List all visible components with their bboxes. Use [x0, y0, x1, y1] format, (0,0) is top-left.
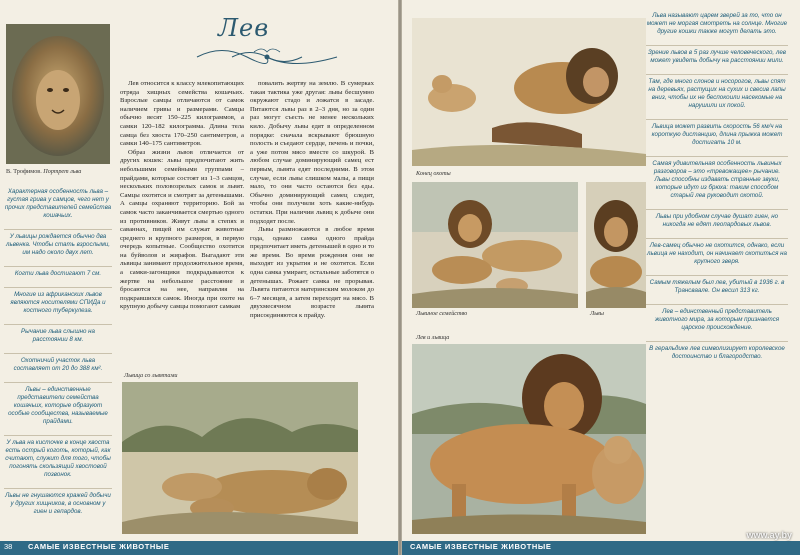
sidebar-note: Львица может развить скорость 56 км/ч на короткую дистанцию, длина прыжка может достигать 10 м. [646, 119, 788, 147]
lions-image [586, 182, 646, 308]
right-page [402, 0, 800, 555]
body-column-1 [120, 80, 244, 312]
sidebar-note: У льва на кисточке в конце хвоста есть острый коготь, который, как считают, служит для того, чтобы погонять скользящий хвостовой позвонок. [4, 435, 112, 479]
sidebar-note: Зрение львов в 5 раз лучше человеческого, лев может увидеть добычу на расстоянии мили. [646, 45, 788, 65]
sidebar-note: В геральдике лев символизирует королевское достоинство и благородство. [646, 341, 788, 361]
lioness-cubs-caption: Львица со львятами [124, 372, 178, 379]
body-paragraph: повалить жертву на землю. В сумерках такая тактика уже другая: львы бесшумно окружают стадо и ложатся в засаде. Питаются львы раз в 2–3 дня, но за один раз могут съесть не менее нескольких кило. Добычу львы едят в определенном порядке: сначала вскрывают брюшную полость и съедают сердце, печень и почки, а уже потом мясо вместе со шкурой. В любом случае доминирующий самец ест первым, львята едят последними. В этом случае, если львы слишком малы, а пищи мало, то они часто остаются без еды. Обычно доминирующий самец следит, чтобы они получили хоть какие-нибудь остатки. При наличии львиц к добыче они подходят после. [250, 80, 374, 225]
sidebar-note: Львы – единственные представители семейства кошачьих, которые образуют особые сообщества, называемые прайдами. [4, 382, 112, 426]
left-page-number: 38 [4, 542, 13, 551]
sidebar-note: Когти льва достигают 7 см. [4, 266, 112, 278]
sidebar-note: Охотничий участок льва составляет от 20 до 388 км². [4, 353, 112, 373]
lion-portrait-image [6, 24, 110, 164]
lions-caption: Львы [590, 310, 604, 317]
sidebar-note: Львы не гнушаются кражей добычи у других хищников, в основном у гиен и гепардов. [4, 488, 112, 516]
body-paragraph: Львы размножаются в любое время года, однако самка одного прайда предпочитает иметь детенышей в одно и то же время. Во время рождения они не выходят из укрытия и не охотятся. Если одна самка умирает, остальные заботятся о детенышах. Рожает самка не прорывая. Львята питаются материнским молоком до 6–7 месяцев, а затем переходят на мясо. В двухмесячном возрасте львята присоединяются к прайду. [250, 226, 374, 320]
body-paragraph: Образ жизни львов отличается от других кошек: львы предпочитают жить небольшими семейными группами – прайдами, которые состоят из 1–3 самцов, нескольких половозрелых самок и львят. Самцы охотятся и смотрят за детенышами. А самцы охраняют территорию. Бой за самок часто заканчивается смертью одного из противников. Живут львы в степях и саваннах, пищей им служат животные среднего и крупного размеров, в первую очередь копытные. Сообщество охотится на буйволов и жирафов. Выгадают эти львицы занимают продолжительное время, а самки-загонщики подкрадываются к жертве на небольшое расстояние и бросаются на нее, направляя на подкравшихся самок. Иногда при охоте на крупную добычу самцы помогают самкам [120, 148, 244, 311]
portrait-caption [6, 168, 81, 175]
lion-lioness-caption: Лев и львица [416, 334, 450, 341]
page-title: Лев [218, 14, 270, 42]
watermark-logo: www.ay.by [746, 530, 792, 540]
lion-and-lioness-image [412, 344, 646, 534]
left-page [0, 0, 398, 555]
sidebar-note: Лев – единственный представитель животного мира, за которым признается царское происхождение. [646, 304, 788, 332]
body-paragraph: Лев относится к классу млекопитающих отряда хищных семейства кошачьих. Взрослые самцы отличаются от самок наличием гривы и размерами. Самцы обычно весят 150–225 килограммов, а самки 120–182 килограмма. Длина тела самца без хвоста 170–250 сантиметров, а самки 140–175 сантиметров. [120, 80, 244, 148]
sidebar-note: У львицы рождается обычно два львенка. Чтобы стать взрослыми, им надо около двух лет. [4, 229, 112, 257]
end-of-hunt-image [412, 18, 646, 166]
right-footer-title: САМЫЕ ИЗВЕСТНЫЕ ЖИВОТНЫЕ [410, 542, 552, 551]
right-sidebar-notes [646, 12, 788, 370]
sidebar-note: Характерная особенность льва – густая грива у самцов, чего нет у прочих представителей семейства кошачьих. [4, 188, 112, 219]
title-ornament-icon [192, 44, 342, 70]
sidebar-note: Многие из африканских львов являются носителями СПИДа и костного туберкулеза. [4, 287, 112, 315]
sidebar-note: Самым тяжелым был лев, убитый в 1936 г. в Трансваале. Он весил 313 кг. [646, 275, 788, 295]
sidebar-note: Львы при удобном случае душат гиен, но никогда не едят леопардовых львов. [646, 209, 788, 229]
sidebar-note: Рычание льва слышно на расстоянии 8 км. [4, 324, 112, 344]
sidebar-note: Льва называют царем зверей за то, что он может не моргая смотреть на солнце. Многие другие кошки также могут делать это. [646, 12, 788, 35]
left-footer-title: САМЫЕ ИЗВЕСТНЫЕ ЖИВОТНЫЕ [28, 542, 170, 551]
left-sidebar-notes [4, 188, 112, 525]
sidebar-note: Лев-самец обычно не охотится, однако, если львица не находит, он начинает охотиться на крупного зверя. [646, 238, 788, 266]
sidebar-note: Самая удивительная особенность львиных разговоров – это «тревожащее» рычание. Львы способны издавать странные звуки, которые идут из брюха: таким способом старый лев руководит охотой. [646, 156, 788, 200]
portrait-caption-name: В. Трофимов. [6, 168, 42, 175]
body-column-2 [250, 80, 374, 321]
lion-family-image [412, 182, 578, 308]
portrait-caption-title: Портрет льва [43, 168, 82, 175]
sidebar-note: Там, где много слонов и носорогов, львы спят на деревьях, растущих на сухих и свесив лапы вниз, чтобы их не беспокоили насекомые на нарушили их покой. [646, 74, 788, 110]
hunting-caption: Конец охоты [416, 170, 451, 177]
lioness-cubs-image [122, 382, 358, 534]
family-caption: Львиное семейство [416, 310, 468, 317]
